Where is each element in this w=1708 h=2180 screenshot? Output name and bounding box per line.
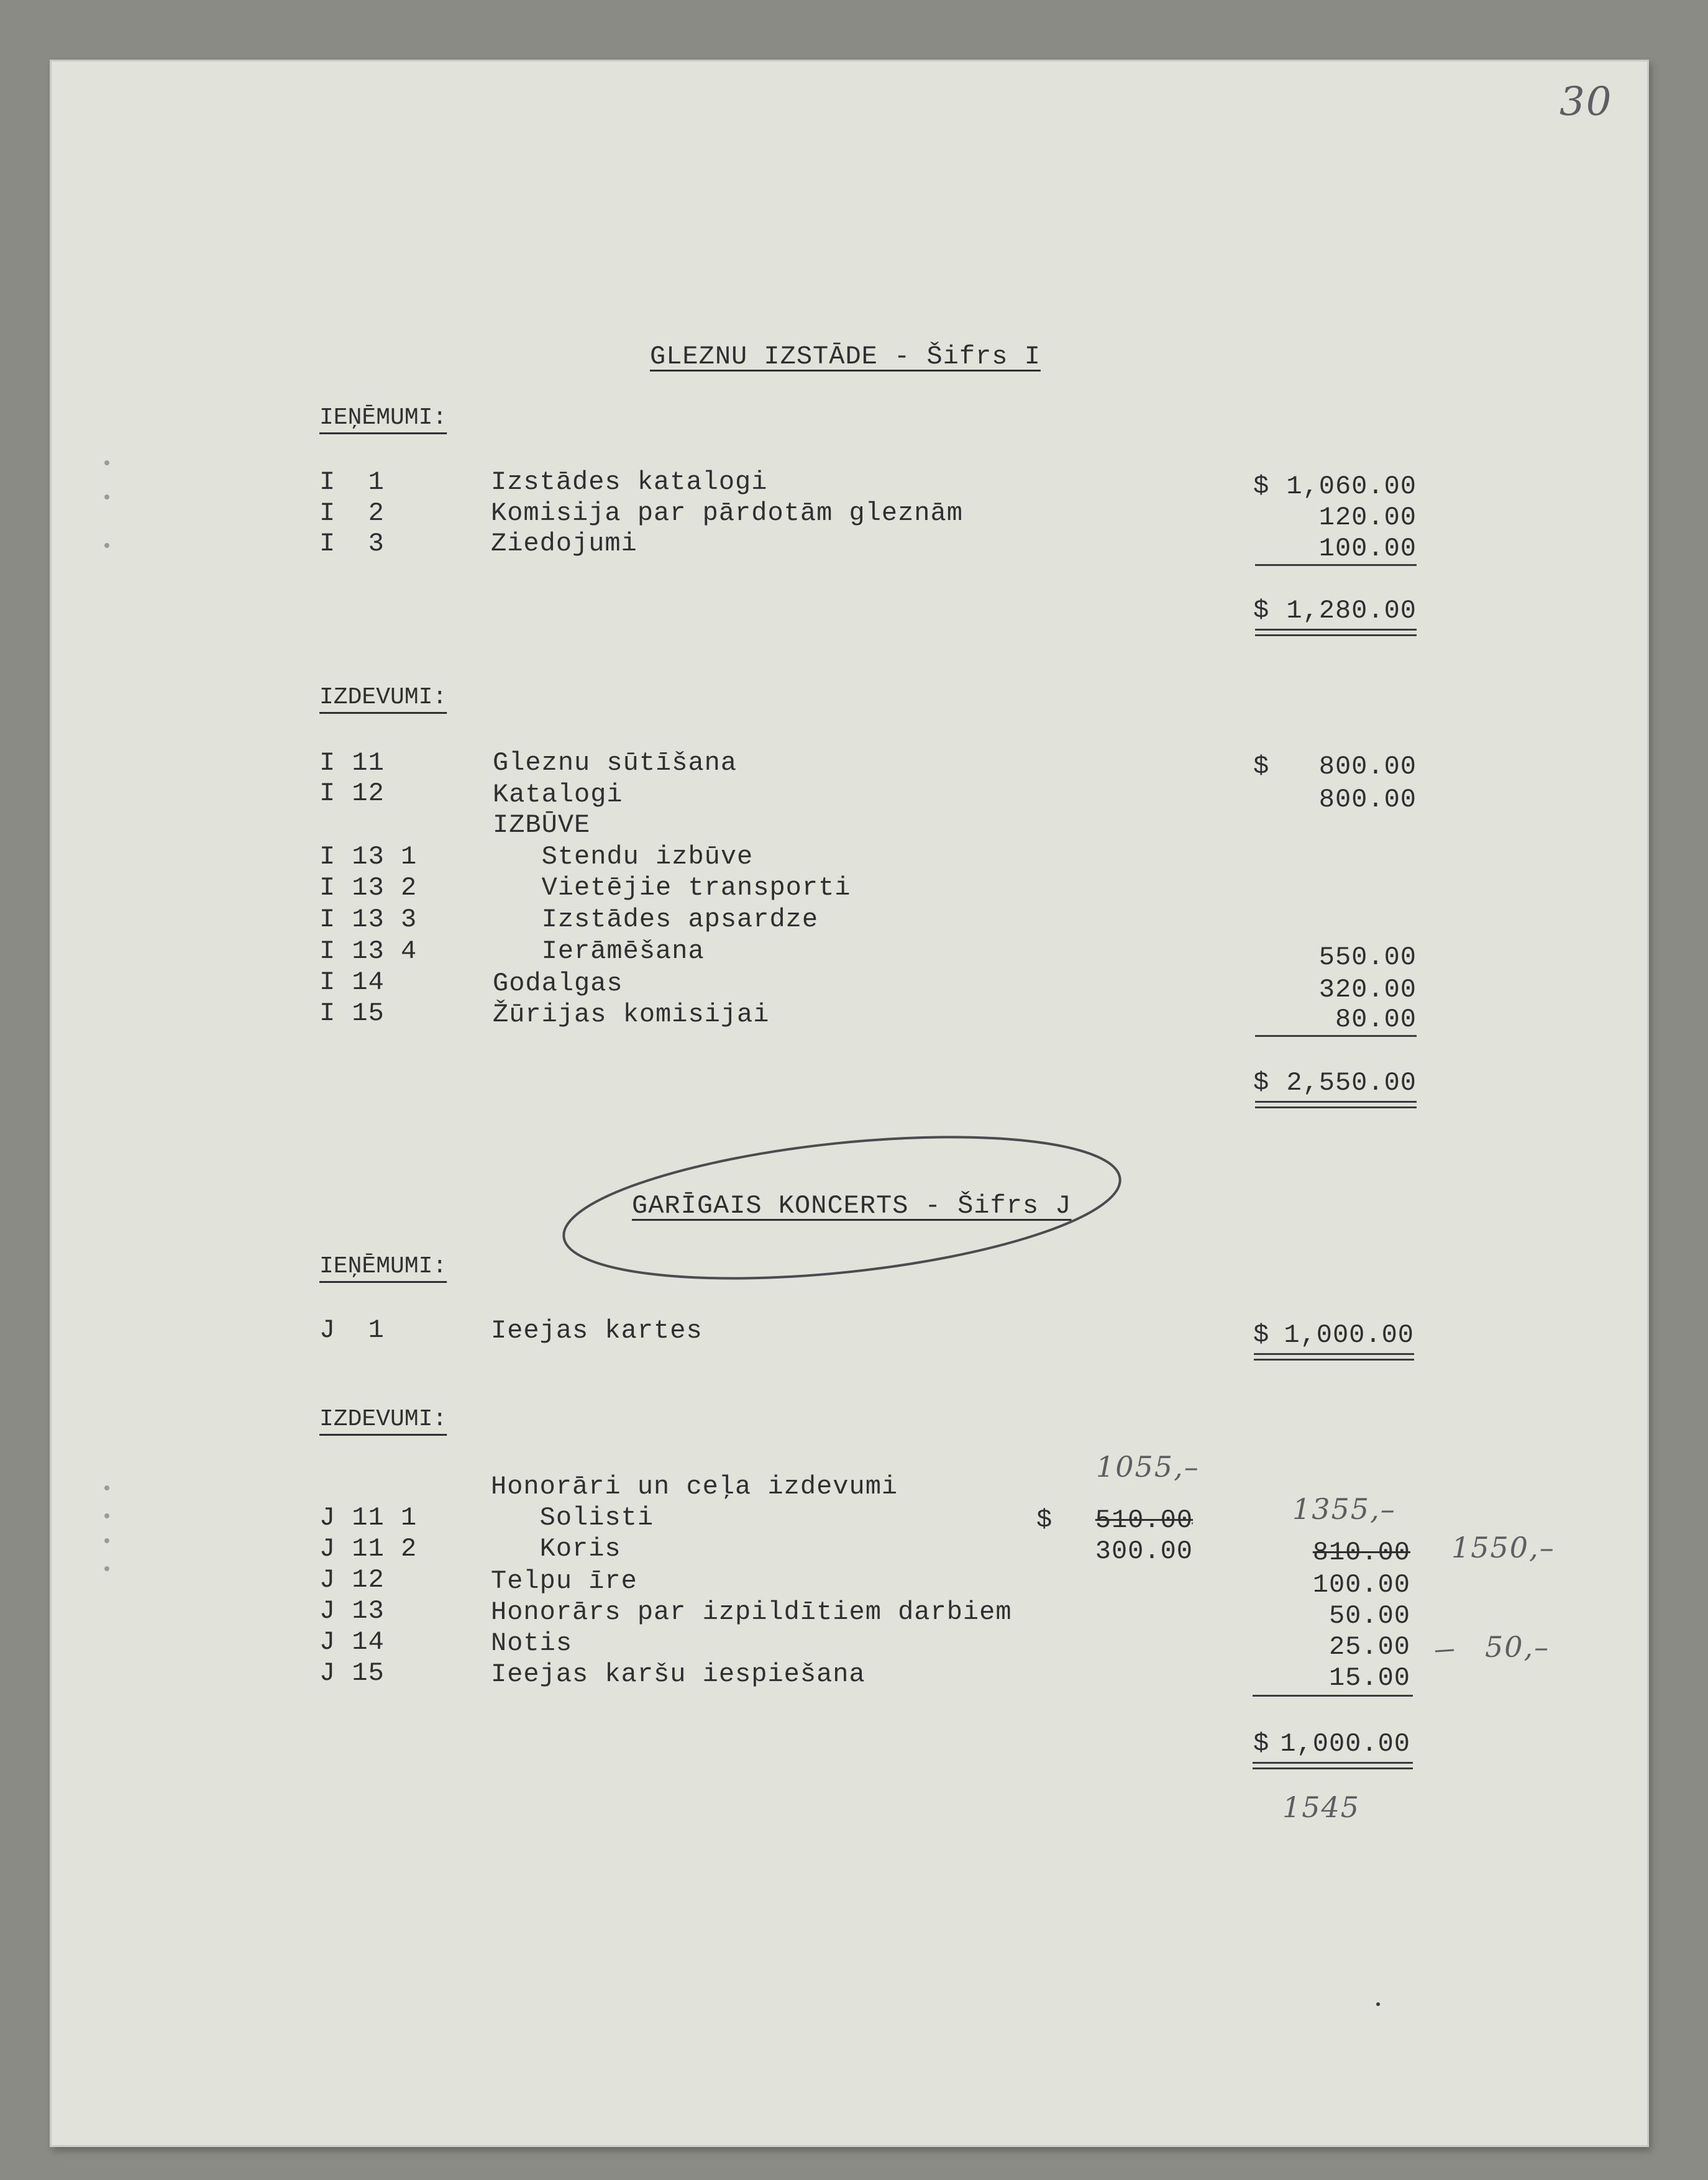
row-code: I 13 1 — [319, 842, 418, 872]
row-label: Stendu izbūve — [493, 842, 754, 872]
dollar-sign: $ — [1253, 472, 1270, 501]
section1-title: GLEZNU IZSTĀDE - Šifrs I — [650, 342, 1041, 372]
page-number: 30 — [1560, 79, 1613, 125]
dollar-sign: $ — [1253, 1068, 1270, 1098]
row-amount: 120.00 — [1318, 503, 1417, 532]
row-code: I 13 2 — [319, 873, 418, 903]
row-code: I 11 — [319, 748, 385, 778]
row-label: Gleznu sūtīšana — [493, 748, 738, 778]
row-amount: 800.00 — [1318, 752, 1417, 782]
row-label: Ieejas kartes — [491, 1316, 703, 1346]
handwritten-1355: 1355,– — [1292, 1492, 1396, 1526]
row-code: I 2 — [319, 498, 385, 528]
section2-income-total: 1,000.00 — [1284, 1320, 1414, 1350]
row-code: I 13 4 — [319, 936, 418, 966]
row-label: Koris — [491, 1534, 621, 1564]
row-label: Komisija par pārdotām gleznām — [491, 498, 963, 528]
row-label: Solisti — [491, 1503, 654, 1533]
section2-expense-heading: IZDEVUMI: — [319, 1406, 447, 1433]
row-code: I 15 — [319, 998, 385, 1028]
punch-mark — [104, 1485, 109, 1490]
row-label: Izstādes katalogi — [491, 467, 768, 497]
row-label: Ziedojumi — [491, 529, 637, 559]
row-code: I 1 — [319, 467, 385, 497]
row-code: I 13 3 — [319, 905, 418, 934]
row-code: I 14 — [319, 967, 385, 997]
handwritten-1055: 1055,– — [1096, 1450, 1200, 1484]
row-mid-amount: 300.00 — [1095, 1536, 1193, 1566]
row-code: J 11 1 — [319, 1503, 418, 1533]
punch-mark — [104, 460, 109, 465]
row-amount: 800.00 — [1318, 785, 1417, 814]
row-label: Izstādes apsardze — [493, 905, 819, 934]
ink-dot — [1376, 2002, 1380, 2006]
row-amount: 100.00 — [1318, 534, 1417, 563]
punch-mark — [104, 1513, 109, 1518]
row-mid-amount: 510.00 — [1095, 1505, 1193, 1535]
row-amount: 100.00 — [1312, 1570, 1410, 1600]
section2-expense-total: 1,000.00 — [1280, 1729, 1410, 1759]
row-code: J 1 — [319, 1315, 385, 1345]
handwritten-50: 50,– — [1485, 1630, 1550, 1664]
pencil-ellipse — [557, 1115, 1127, 1302]
handwritten-1545: 1545 — [1282, 1790, 1361, 1824]
section2-income-heading: IEŅĒMUMI: — [319, 1253, 447, 1280]
row-label: Vietējie transporti — [493, 873, 851, 903]
punch-mark — [104, 1538, 109, 1543]
dollar-sign: $ — [1253, 1729, 1270, 1759]
section1-income-heading: IEŅĒMUMI: — [319, 404, 447, 431]
row-amount: 15.00 — [1328, 1663, 1410, 1693]
row-label: Honorāri un ceļa izdevumi — [491, 1472, 898, 1502]
row-label: Notis — [491, 1628, 573, 1658]
row-amount: 1,060.00 — [1286, 472, 1417, 501]
section1-income-total: 1,280.00 — [1286, 596, 1417, 626]
row-label: Žūrijas komisijai — [493, 1000, 770, 1029]
row-amount: 550.00 — [1318, 942, 1417, 972]
pencil-dash — [1435, 1650, 1454, 1651]
dollar-sign: $ — [1036, 1505, 1053, 1535]
row-code: J 14 — [319, 1627, 385, 1657]
row-code: J 13 — [319, 1596, 385, 1626]
punch-mark — [104, 495, 109, 499]
row-amount: 320.00 — [1318, 975, 1417, 1005]
row-label: Ieejas karšu iespiešana — [491, 1659, 865, 1689]
dollar-sign: $ — [1253, 752, 1270, 782]
dollar-sign: $ — [1253, 1320, 1270, 1350]
row-label: Katalogi — [493, 780, 623, 810]
row-code: J 12 — [319, 1565, 385, 1595]
section2-title: GARĪGAIS KONCERTS - Šifrs J — [632, 1191, 1072, 1221]
row-code: I 12 — [319, 778, 385, 808]
row-label: Ierāmēšana — [493, 936, 705, 966]
row-amount: 50.00 — [1328, 1601, 1410, 1631]
punch-mark — [104, 543, 109, 548]
row-code: I 3 — [319, 529, 385, 559]
row-label: Honorārs par izpildītiem darbiem — [491, 1597, 1012, 1627]
handwritten-1550: 1550,– — [1451, 1531, 1555, 1564]
section1-expense-total: 2,550.00 — [1286, 1068, 1417, 1098]
row-label: IZBŪVE — [493, 810, 591, 840]
row-label: Telpu īre — [491, 1566, 637, 1596]
row-amount: 25.00 — [1328, 1632, 1410, 1662]
row-label: Godalgas — [493, 969, 623, 998]
punch-mark — [104, 1566, 109, 1571]
section1-expense-heading: IZDEVUMI: — [319, 684, 447, 711]
row-code: J 11 2 — [319, 1534, 418, 1564]
row-amount: 80.00 — [1335, 1005, 1417, 1034]
dollar-sign: $ — [1253, 596, 1270, 626]
row-amount: 810.00 — [1312, 1538, 1410, 1567]
row-code: J 15 — [319, 1658, 385, 1688]
